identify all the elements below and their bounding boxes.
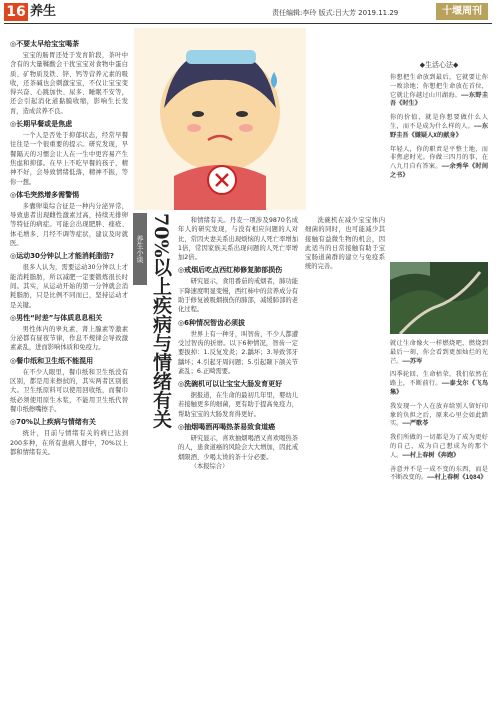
article-subheading: ◎不要太早给宝宝喝茶	[10, 40, 80, 48]
article-column-a	[10, 36, 128, 457]
sidebar-quote	[390, 114, 488, 140]
photo-mountain-road	[390, 262, 488, 334]
illustration-sick-face	[134, 28, 306, 210]
quote-text: 我们所做的一切都是为了成为更好的自己，成为自己想成为的那个人。	[390, 434, 488, 459]
article-paragraph: 世界上有一种牙，叫智齿，不少人都遭受过智齿的折磨。以下6种情况，智齿一定要拔掉：1.反复发炎；2.龋坏；3.导致邻牙龋坏；4.引起牙周问题；5.引起颞下颌关节紊乱；6.正畸需要。	[178, 330, 298, 375]
article-subheading: ◎餐巾纸和卫生纸不能混用	[10, 356, 94, 365]
photo-svg	[390, 262, 488, 334]
sidebar-quote	[390, 340, 488, 366]
article-paragraph: 研究显示，喜欢抽烟喝酒又喜欢喝热茶的人，患食道癌的风险会大大增加，因此戒烟限酒、少喝太烫的茶十分必要。	[178, 435, 298, 461]
article-paragraph: 一个人是否处于抑郁状态，经常早餐往往是一个很重要的提示。研究发现，早餐隔天的习惯会让人在一生中更容易产生焦虑和抑郁。在早上不吃早餐的孩子，精神不好，会导致情绪低落，精神不振，等你一想。	[10, 132, 128, 186]
article-subheading: ◎戒烟后吃点西红柿修复肺部损伤	[178, 266, 283, 275]
quote-source: ——泰戈尔《飞鸟集》	[390, 380, 489, 396]
article-paragraph: 宝宝的肠胃还处于发育阶段，茶叶中含有的大量鞣酸会干扰宝宝对食物中蛋白质、矿物质及铁、锌、钙等营养元素的吸收，还茶碱也会刺激宝宝，不仅让宝宝变得兴奋、心跳加快、尿多、睡眠不安等，还会引起消化道黏膜收缩，影响生长发育，造成营养不良。	[10, 52, 128, 115]
quote-text: 善意并不是一成不变的东西，而是不断改变的。	[390, 465, 488, 482]
quote-text: 你想把生命放到最后，它就要让你一败涂地；你想把生命放在首位，它就让你越过山川湖海。	[390, 74, 488, 99]
sidebar-heading: ◆生活心法◆	[419, 61, 459, 69]
quote-source: ——苏岑	[402, 357, 423, 365]
quote-text: 年轻人，你的职责是平整土地，而非焦虑时光。你做三四月的事，在八九月自有答案。	[390, 145, 488, 171]
article-paragraph: 据报道，在生命的最初几年里，婴幼儿若接触更多的细菌，更有助于提高免疫力，帮助宝宝的大肠发育得更好。	[178, 392, 298, 418]
article-subheading: ◎男性“时差”与体质息息相关	[10, 313, 103, 322]
article-subheading: ◎6种情况智齿必须拔	[178, 318, 245, 327]
article-subheading: ◎体毛突然增多需警惕	[10, 190, 80, 199]
article-paragraph: 洗碗机在减少宝宝体内细菌的同时，也可能减少其接触有益微生物的机会，因此适当的日常接触有助于宝宝肠道菌群的建立与免疫系统的完善。	[305, 217, 385, 271]
sidebar-quote	[390, 371, 488, 397]
article-paragraph: 研究显示，食用番茄的戒烟者，肺功能下降速度明显变慢，西红柿中的营养成分有助于修复被吸烟损伤的肺部，减缓肺部的老化过程。	[178, 278, 298, 314]
article-subheading: ◎70%以上疾病与情绪有关	[10, 418, 96, 427]
article-paragraph: 在不少人眼里，餐巾纸和卫生纸没有区别，都是用来擦拭的，其实两者区别很大。卫生纸原料可以使用回收纸，而餐巾纸必须使用原生木浆，不能用卫生纸代替餐巾纸擦嘴擦手。	[10, 368, 128, 413]
sidebar-quote	[390, 74, 488, 109]
masthead-badge: 十堰周刊	[436, 3, 488, 20]
article-paragraph: 多囊卵巢综合征是一种内分泌异常，导致患者出现雌性激素过高，持续无排卵等特征的病症。可能会出现肥胖、痤疮、体毛增多、月经不调等症状，建议及时就医。	[10, 202, 128, 248]
sidebar-quote	[390, 146, 488, 181]
sidebar-quotes	[390, 74, 488, 186]
article-paragraph: 很多人认为，需要运动30分钟以上才能消耗脂肪，所以减肥一定要锻炼很长时间。其实，从运动开始的第一分钟就会消耗脂肪，只是比例不同而已，坚持运动才是关键。	[10, 264, 128, 309]
quote-source: ——村上春树《1Q84》	[427, 474, 487, 482]
illustration-svg	[134, 28, 306, 210]
quote-source: ——村上春树《奔跑》	[402, 451, 460, 459]
quote-text: 我发现一个人在放弃给别人留好印象的负担之后，原来心里会如此踏实。	[390, 402, 488, 428]
title-band	[133, 213, 173, 457]
quote-text: 你的价值，就是你想要做什么人生，而不是成为什么样的人。	[390, 114, 488, 130]
editor-info: 责任编辑:李玲 版式:吕大芳 2019.11.29	[272, 9, 399, 17]
article-column-b	[178, 216, 298, 471]
quote-source: ——严歌苓	[402, 420, 429, 428]
quote-source: ——东野圭吾《嫌疑人X的献身》	[390, 122, 489, 139]
article-subheading: ◎长期早餐或是焦虑	[10, 120, 73, 129]
sidebar-quote	[390, 434, 488, 460]
article-paragraph: 统计，目前与情绪有关的病已达到200多种，在所有患病人群中，70%以上都和情绪有关。	[10, 430, 128, 456]
article-paragraph: （本报综合）	[190, 462, 229, 470]
quote-source: ——余秀华《时间之书》	[390, 163, 489, 179]
band-title: 70%以上疾病与情绪有关	[150, 213, 172, 429]
article-subheading: ◎抽烟喝酒再喝热茶易致食道癌	[178, 423, 276, 432]
article-column-c	[305, 216, 385, 272]
header-divider	[4, 23, 492, 24]
page-number: 16	[4, 3, 28, 21]
quote-text: 就让生命像火一样燃烧吧，燃烧到最后一刻，你会看到更加灿烂的光芒。	[390, 340, 488, 365]
sidebar-quote	[390, 403, 488, 429]
band-label: 养生小谈	[133, 213, 147, 285]
article-paragraph: 男性体内的睾丸素、肾上腺素等激素分泌都有昼夜节律，作息不规律会导致激素紊乱，进而影响体质和免疫力。	[10, 325, 128, 352]
article-paragraph: 和情绪有关。丹麦一项涉及9870名成年人的研究发现，与没有相应问题的人对比，常因夫妻关系出现烦恼的人死亡率增加1倍，常因家族关系出现问题的人死亡率增加2倍。	[178, 217, 298, 262]
section-name: 养生	[30, 4, 57, 19]
sidebar-quote	[390, 466, 488, 484]
article-subheading: ◎运动30分钟以上才能消耗脂肪?	[10, 252, 114, 261]
quote-source: ——东野圭吾《时生》	[390, 91, 489, 108]
article-subheading: ◎洗碗机可以让宝宝大肠发育更好	[178, 380, 283, 389]
quote-text: 四季轮回，生命枯荣，我们依然在路上，不断前行。	[390, 371, 488, 388]
sidebar-quotes-2	[390, 340, 488, 488]
page-header	[0, 0, 496, 24]
